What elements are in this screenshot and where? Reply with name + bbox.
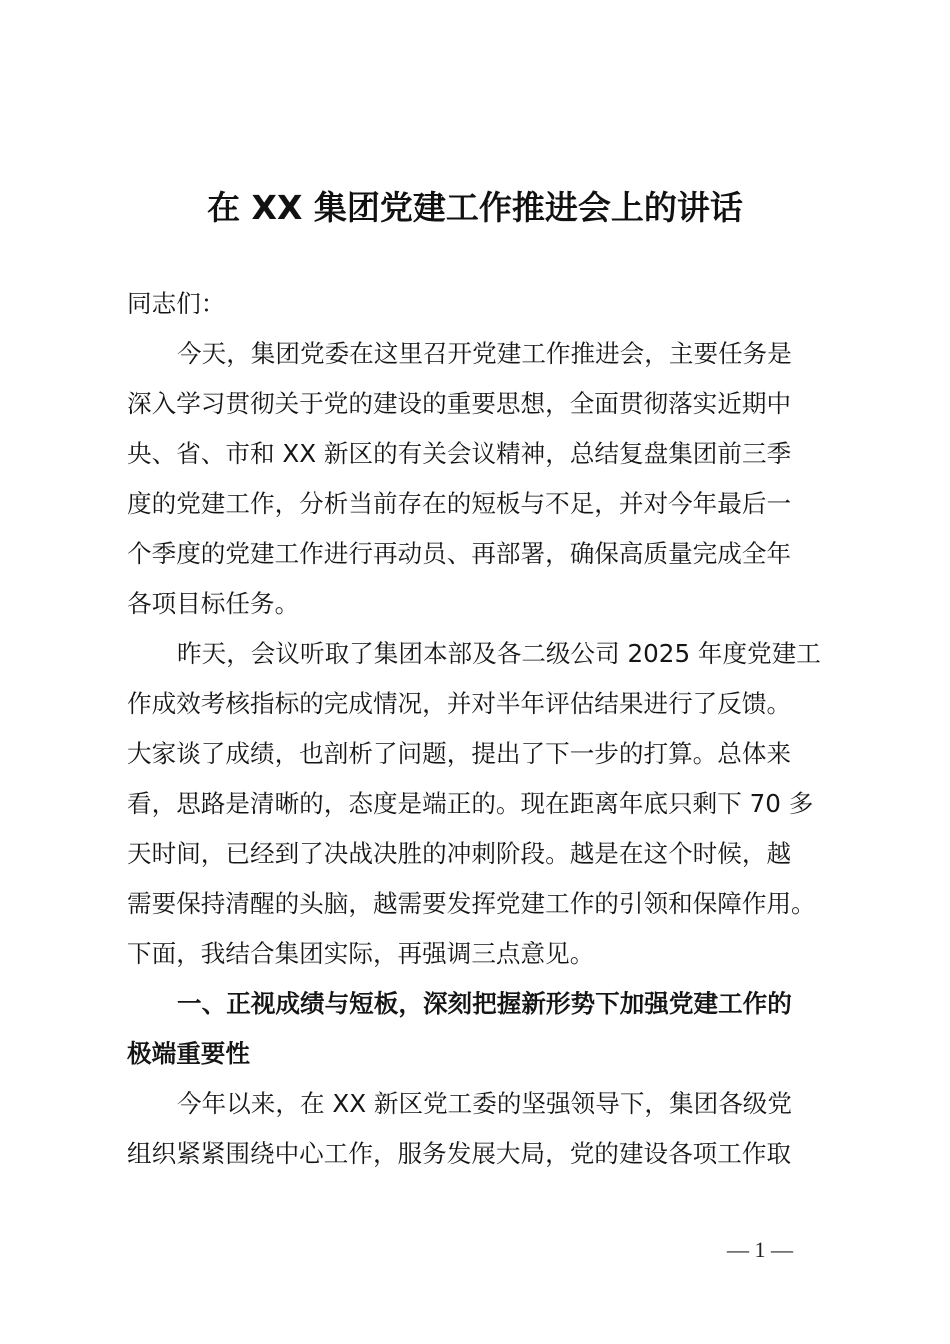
salutation: 同志们： xyxy=(127,289,226,318)
paragraph-line: 今天，集团党委在这里召开党建工作推进会，主要任务是 xyxy=(177,339,792,368)
paragraph-line: 深入学习贯彻关于党的建设的重要思想，全面贯彻落实近期中 xyxy=(127,389,792,418)
paragraph-line: 天时间，已经到了决战决胜的冲刺阶段。越是在这个时候，越 xyxy=(127,839,792,868)
paragraph-line: 度的党建工作，分析当前存在的短板与不足，并对今年最后一 xyxy=(127,489,792,518)
document-body xyxy=(127,279,832,1179)
paragraph-line: 需要保持清醒的头脑，越需要发挥党建工作的引领和保障作用。 xyxy=(127,889,816,918)
section-heading: 极端重要性 xyxy=(127,1039,250,1068)
page-number: — 1 — xyxy=(727,1237,793,1262)
paragraph-line: 各项目标任务。 xyxy=(127,589,300,618)
paragraph-line: 下面，我结合集团实际，再强调三点意见。 xyxy=(127,939,595,968)
paragraph-line: 作成效考核指标的完成情况，并对半年评估结果进行了反馈。 xyxy=(127,689,792,718)
paragraph-line: 昨天，会议听取了集团本部及各二级公司 2025 年度党建工 xyxy=(177,639,821,668)
document-title: 在 XX 集团党建工作推进会上的讲话 xyxy=(207,188,743,227)
paragraph-line: 看，思路是清晰的，态度是端正的。现在距离年底只剩下 70 多 xyxy=(127,789,814,818)
paragraph-line: 个季度的党建工作进行再动员、再部署，确保高质量完成全年 xyxy=(127,539,792,568)
paragraph-line: 央、省、市和 XX 新区的有关会议精神，总结复盘集团前三季 xyxy=(127,439,792,468)
section-heading: 一、正视成绩与短板，深刻把握新形势下加强党建工作的 xyxy=(177,989,792,1018)
paragraph-line: 今年以来，在 XX 新区党工委的坚强领导下，集团各级党 xyxy=(177,1089,792,1118)
paragraph-line: 大家谈了成绩，也剖析了问题，提出了下一步的打算。总体来 xyxy=(127,739,792,768)
paragraph-line: 组织紧紧围绕中心工作，服务发展大局，党的建设各项工作取 xyxy=(127,1139,792,1168)
